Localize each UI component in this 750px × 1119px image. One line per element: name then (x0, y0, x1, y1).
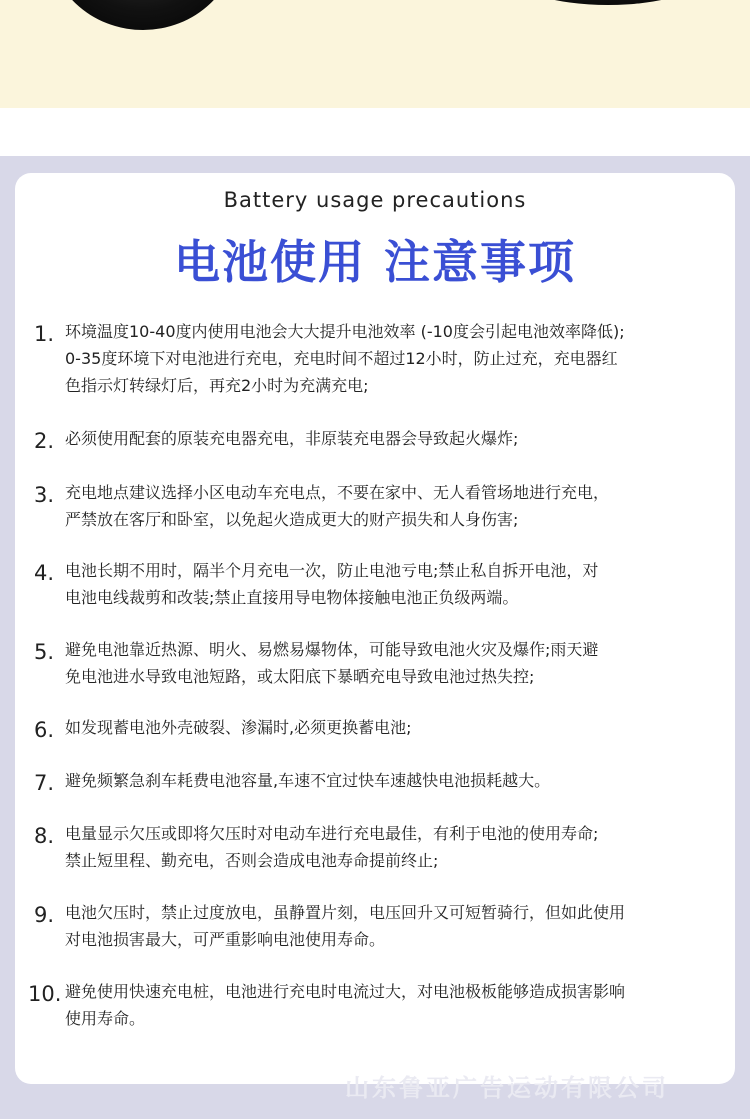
section-gap (0, 108, 750, 156)
item-text: 必须使用配套的原装充电器充电，非原装充电器会导致起火爆炸; (65, 429, 519, 448)
item-number: 6. (34, 718, 55, 742)
item-text: 环境温度10-40度内使用电池会大大提升电池效率 (-10度会引起电池效率降低); 0-35度环境下对电池进行充电，充电时间不超过12小时，防止过充，充电器红 色指示灯转绿灯后，再充2小时为充满充电; (65, 322, 625, 395)
company-watermark: 山东鲁亚广告运动有限公司 (345, 1074, 669, 1102)
item-number: 4. (34, 561, 55, 585)
item-text: 电池欠压时，禁止过度放电，虽静置片刻，电压回升又可短暂骑行，但如此使用 对电池损害最大，可严重影响电池使用寿命。 (65, 903, 626, 949)
item-number: 2. (34, 429, 55, 453)
item-number: 10. (28, 982, 62, 1006)
subtitle: Battery usage precautions (223, 188, 527, 212)
item-text: 充电地点建议选择小区电动车充电点，不要在家中、无人看管场地进行充电， 严禁放在客厅和卧室，以免起火造成更大的财产损失和人身伤害; (65, 483, 610, 529)
item-text: 电池长期不用时，隔半个月充电一次，防止电池亏电;禁止私自拆开电池，对 电池电线裁剪和改装;禁止直接用导电物体接触电池正负级两端。 (65, 561, 599, 607)
item-number: 7. (34, 771, 55, 795)
tire-image-left (48, 0, 238, 30)
page-title: 电池使用 注意事项 (173, 235, 576, 289)
item-text: 避免电池靠近热源、明火、易燃易爆物体，可能导致电池火灾及爆作;雨天避 免电池进水导致电池短路，或太阳底下暴晒充电导致电池过热失控; (65, 640, 599, 686)
item-text: 避免频繁急刹车耗费电池容量,车速不宜过快车速越快电池损耗越大。 (65, 771, 551, 790)
item-number: 9. (34, 903, 55, 927)
product-image-band (0, 0, 750, 108)
item-text: 避免使用快速充电桩，电池进行充电时电流过大，对电池极板能够造成损害影响 使用寿命。 (65, 982, 626, 1028)
item-number: 1. (34, 322, 55, 346)
item-text: 电量显示欠压或即将欠压时对电动车进行充电最佳，有利于电池的使用寿命; 禁止短里程、勤充电，否则会造成电池寿命提前终止; (65, 824, 599, 870)
item-number: 5. (34, 640, 55, 664)
item-text: 如发现蓄电池外壳破裂、渗漏时,必须更换蓄电池; (65, 718, 412, 737)
tire-image-right (508, 0, 708, 5)
item-number: 8. (34, 824, 55, 848)
item-number: 3. (34, 483, 55, 507)
